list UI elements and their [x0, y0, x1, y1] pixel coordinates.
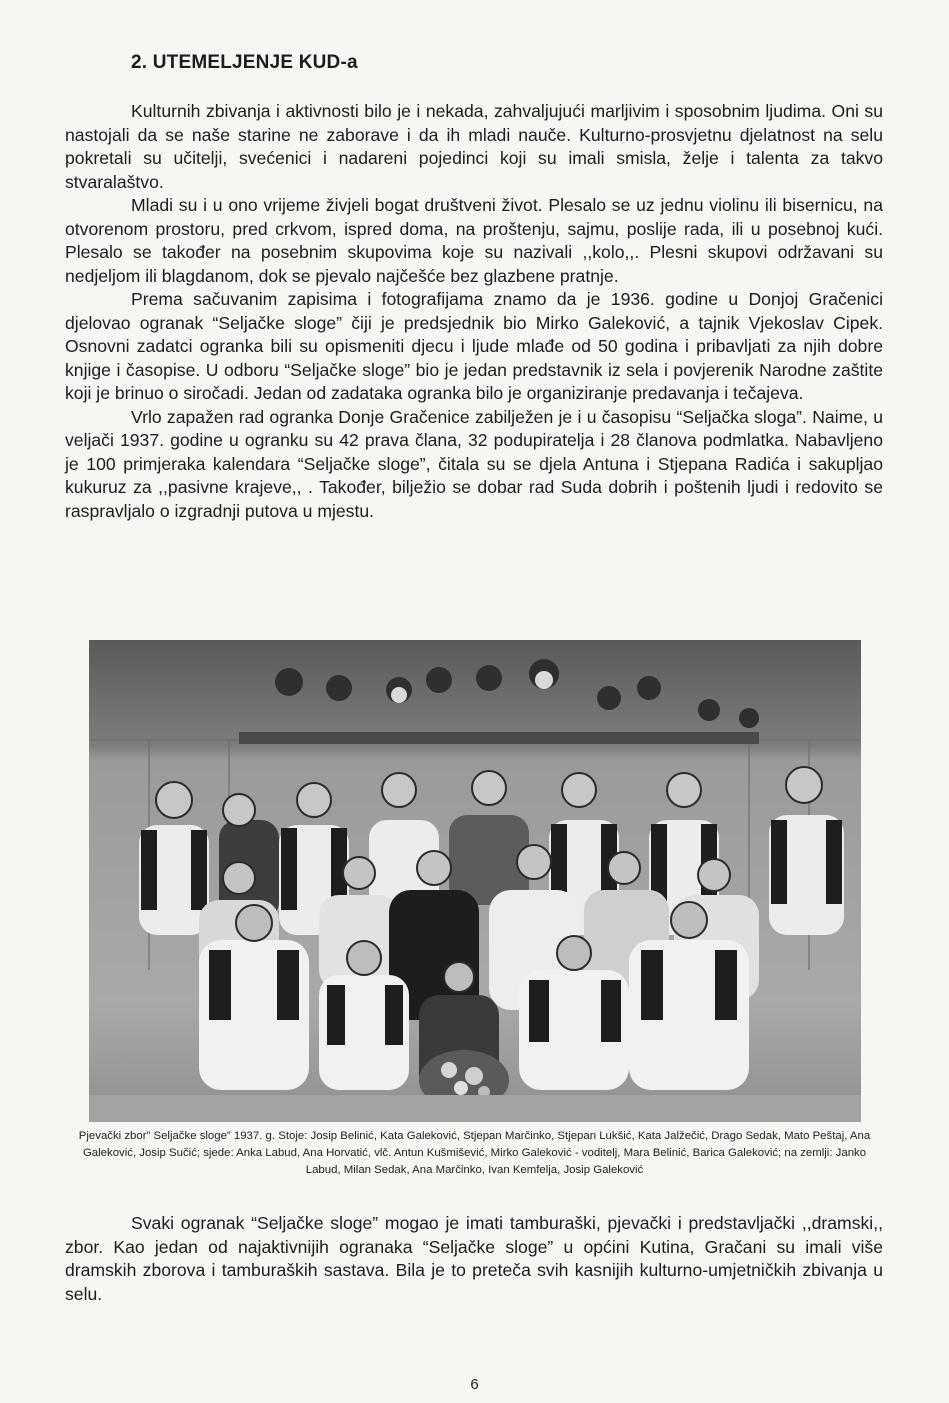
- closing-text: [65, 1212, 883, 1306]
- paragraph-1: Kulturnih zbivanja i aktivnosti bilo je i nekada, zahvaljujući marljivim i sposobnim ljudima. Oni su nastojali da se naše starine ne zaborave i da ih mladi nauče. Kulturno-prosvjetnu djelatnost na selu pokretali su učitelji, svećenici i nadareni pojedinci koji su imali smisla, želje i talenta za takvo stvaralaštvo.: [65, 101, 883, 192]
- body-text: [65, 100, 883, 523]
- paragraph-5: Svaki ogranak “Seljačke sloge” mogao je imati tamburaški, pjevački i predstavljački ,,dramski,, zbor. Kao jedan od najaktivnijih ogranaka “Seljačke sloge” u općini Kutina, Gračani su imali više dramskih zborova i tamburaških sastava. Bila je to preteča svih kasnijih kulturno-umjetničkih zbivanja u selu.: [65, 1213, 883, 1304]
- section-heading: 2. UTEMELJENJE KUD-a: [131, 52, 358, 73]
- group-photo-illustration: [89, 640, 861, 1122]
- page-number: 6: [470, 1376, 479, 1393]
- photo-caption: Pjevački zbor” Seljačke sloge” 1937. g. Stoje: Josip Belinić, Kata Galeković, Stjepan Marčinko, Stjepan Lukšić, Kata Jalžečić, Drago Sedak, Mato Peštaj, Ana Galeković, Josip Sučić; sjede: Anka Labud, Ana Horvatić, vlč. Antun Kušmišević, Mirko Galeković - voditelj, Mara Belinić, Barica Galeković; na zemlji: Janko Labud, Milan Sedak, Ana Marčinko, Ivan Kemfelja, Josip Galeković: [78, 1130, 871, 1176]
- paragraph-3: Prema sačuvanim zapisima i fotografijama znamo da je 1936. godine u Donjoj Gračenici djelovao ogranak “Seljačke sloge” čiji je predsjednik bio Mirko Galeković, a tajnik Vjekoslav Cipek. Osnovni zadatci ogranka bili su opismeniti djecu i ljude mlađe od 50 godina i pribavljati za njih dobre knjige i časopise. U odboru “Seljačke sloge” bio je jedan predstavnik iz sela i povjerenik Narodne zaštite koji je brinuo o siročadi. Jedan od zadataka ogranka bilo je organiziranje predavanja i tečajeva.: [65, 289, 883, 403]
- paragraph-2: Mladi su i u ono vrijeme živjeli bogat društveni život. Plesalo se uz jednu violinu ili bisernicu, na otvorenom prostoru, pred crkvom, ispred doma, na proštenju, sajmu, poslije rada, ili u posebnoj kući. Plesalo se također na posebnim skupovima koje su nazivali ,,kolo,,. Plesni skupovi održavani su nedjeljom ili blagdanom, dok se pjevalo najčešće bez glazbene pratnje.: [65, 195, 883, 286]
- group-photo: [89, 640, 861, 1122]
- paragraph-4: Vrlo zapažen rad ogranka Donje Gračenice zabilježen je i u časopisu “Seljačka sloga”. Naime, u veljači 1937. godine u ogranku su 42 prava člana, 32 podupiratelja i 28 članova podmlatka. Nabavljeno je 100 primjeraka kalendara “Seljačke sloge”, čitala su se djela Antuna i Stjepana Radića i sakupljao kukuruz za ,,pasivne krajeve,, . Također, bilježio se dobar rad Suda dobrih i poštenih ljudi i redovito se raspravljalo o izgradnji putova u mjestu.: [65, 406, 883, 521]
